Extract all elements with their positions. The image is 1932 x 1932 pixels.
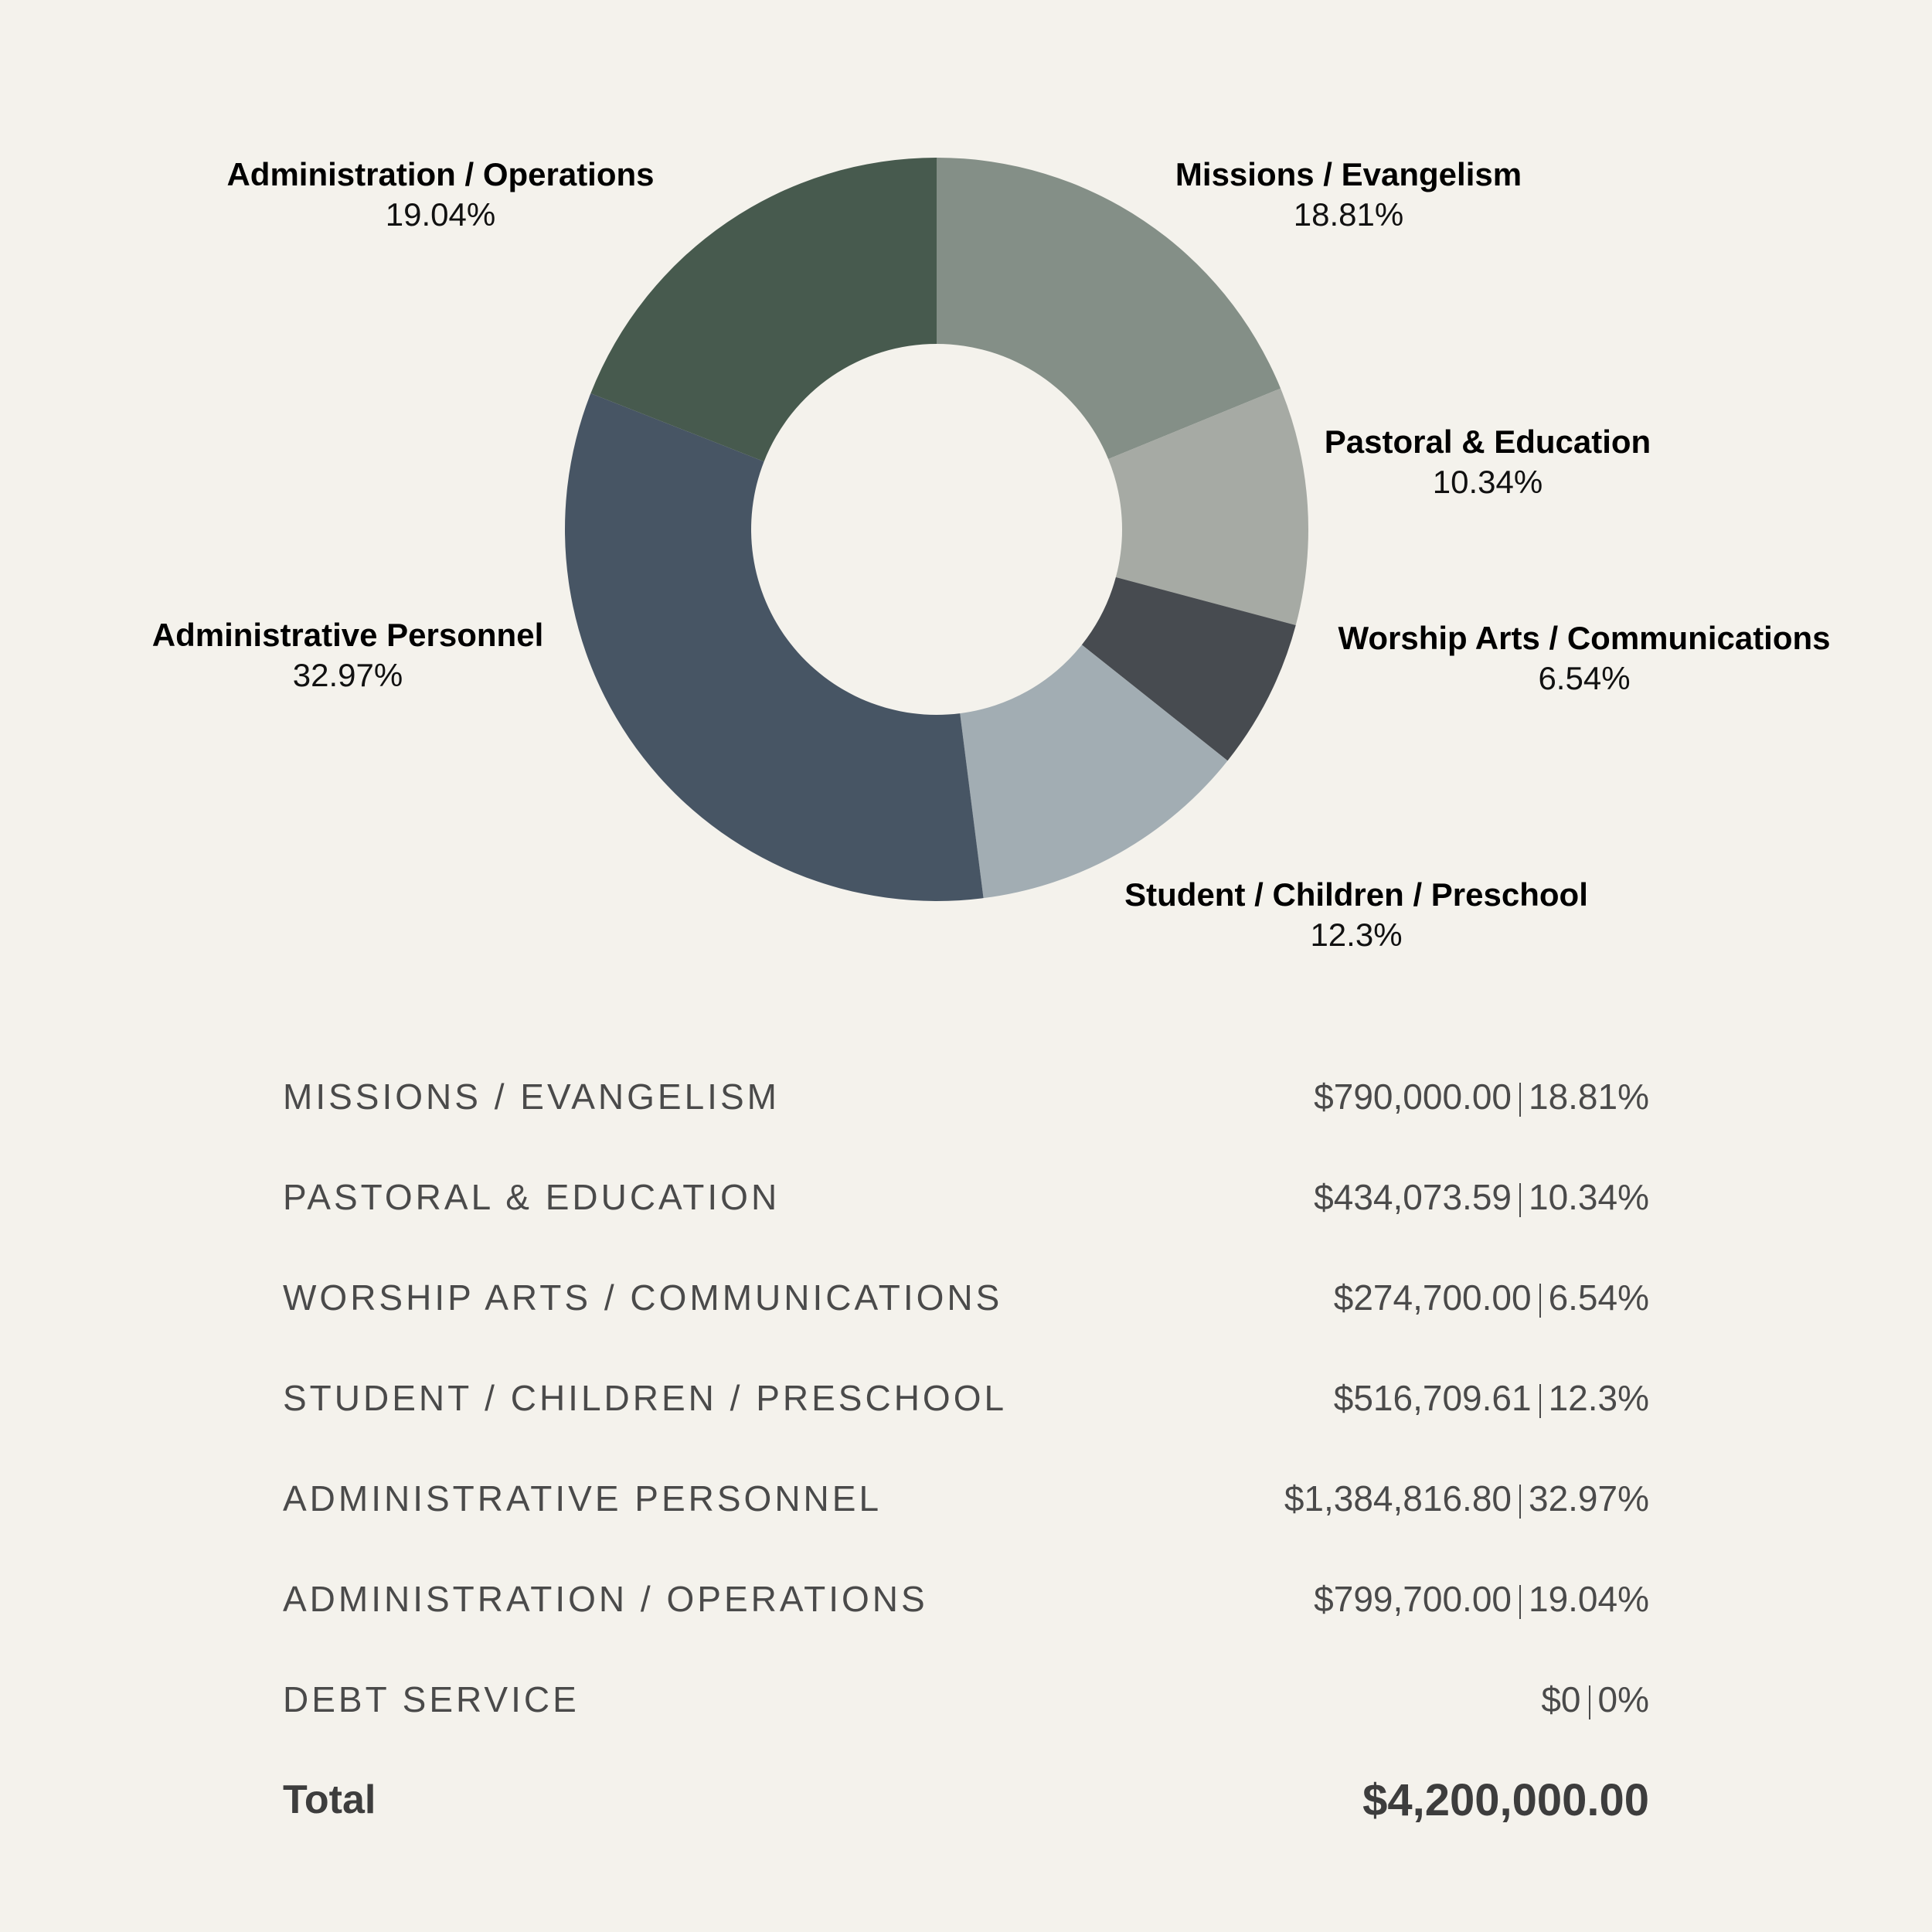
row-pct: 32.97% xyxy=(1528,1478,1649,1519)
row-value xyxy=(1334,1377,1649,1419)
row-value xyxy=(1314,1176,1649,1218)
row-name: PASTORAL & EDUCATION xyxy=(283,1177,781,1217)
slice-label xyxy=(1124,875,1588,955)
row-name: MISSIONS / EVANGELISM xyxy=(283,1077,780,1117)
row-value xyxy=(1314,1076,1649,1117)
row-value xyxy=(1314,1578,1649,1620)
slice-label-name: Pastoral & Education xyxy=(1324,423,1651,460)
slice-label-pct: 18.81% xyxy=(1293,196,1404,233)
table-row xyxy=(283,1649,1649,1750)
value-separator xyxy=(1519,1485,1521,1519)
row-name: DEBT SERVICE xyxy=(283,1679,580,1719)
row-amount: $434,073.59 xyxy=(1314,1177,1512,1217)
row-name: ADMINISTRATION / OPERATIONS xyxy=(283,1579,928,1619)
row-pct: 6.54% xyxy=(1548,1277,1649,1318)
slice-label-name: Worship Arts / Communications xyxy=(1338,620,1831,656)
slice-label-name: Missions / Evangelism xyxy=(1175,156,1522,192)
total-row xyxy=(283,1750,1649,1850)
slice-label-name: Administration / Operations xyxy=(226,156,655,192)
value-separator xyxy=(1519,1183,1521,1217)
row-name: WORSHIP ARTS / COMMUNICATIONS xyxy=(283,1277,1003,1318)
slice-label-name: Student / Children / Preschool xyxy=(1124,876,1588,913)
table-row xyxy=(283,1046,1649,1147)
total-label: Total xyxy=(283,1777,376,1822)
row-amount: $516,709.61 xyxy=(1333,1378,1532,1418)
table-row xyxy=(283,1448,1649,1549)
value-separator xyxy=(1589,1685,1590,1719)
row-amount: $0 xyxy=(1541,1679,1581,1719)
row-pct: 18.81% xyxy=(1528,1077,1649,1117)
slice-label-name: Administrative Personnel xyxy=(151,617,544,653)
value-separator xyxy=(1539,1284,1541,1318)
budget-table xyxy=(283,1046,1649,1850)
row-pct: 0% xyxy=(1597,1679,1649,1719)
slice-label-pct: 10.34% xyxy=(1432,464,1543,500)
row-amount: $790,000.00 xyxy=(1314,1077,1512,1117)
row-amount: $274,700.00 xyxy=(1333,1277,1532,1318)
slice-label xyxy=(226,155,654,235)
row-value xyxy=(1541,1679,1649,1720)
total-value: $4,200,000.00 xyxy=(1362,1774,1649,1825)
slice-label xyxy=(152,615,543,696)
table-row xyxy=(283,1247,1649,1348)
table-row xyxy=(283,1549,1649,1649)
value-separator xyxy=(1519,1585,1521,1619)
row-pct: 12.3% xyxy=(1548,1378,1649,1418)
row-name: ADMINISTRATIVE PERSONNEL xyxy=(283,1478,883,1519)
slice-label-pct: 32.97% xyxy=(292,657,403,693)
row-pct: 19.04% xyxy=(1528,1579,1649,1619)
slice-administrative-personnel xyxy=(565,393,984,901)
slice-label xyxy=(1325,422,1651,502)
slice-label xyxy=(1175,155,1522,235)
row-value xyxy=(1284,1478,1649,1519)
table-row xyxy=(283,1147,1649,1247)
slice-label-pct: 19.04% xyxy=(385,196,496,233)
row-amount: $1,384,816.80 xyxy=(1284,1478,1512,1519)
table-row xyxy=(283,1348,1649,1448)
budget-rows xyxy=(283,1046,1649,1750)
slice-label-pct: 6.54% xyxy=(1538,660,1631,696)
slice-label-pct: 12.3% xyxy=(1310,917,1403,953)
value-separator xyxy=(1539,1384,1541,1418)
value-separator xyxy=(1519,1083,1521,1117)
row-amount: $799,700.00 xyxy=(1314,1579,1512,1619)
slice-label xyxy=(1338,618,1830,699)
row-pct: 10.34% xyxy=(1528,1177,1649,1217)
row-value xyxy=(1334,1277,1649,1318)
row-name: STUDENT / CHILDREN / PRESCHOOL xyxy=(283,1378,1008,1418)
